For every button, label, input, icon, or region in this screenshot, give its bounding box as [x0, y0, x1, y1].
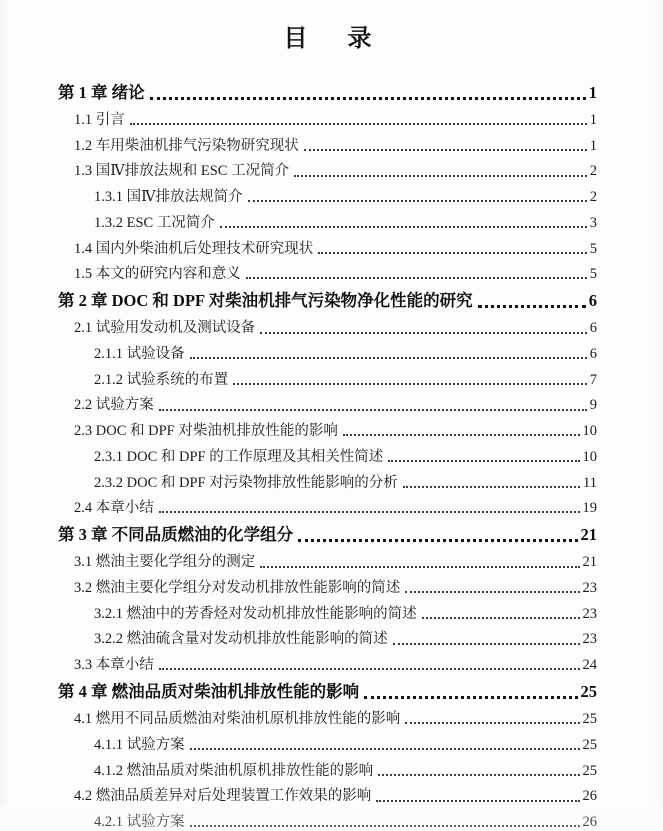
toc-entry-page: 24 [583, 656, 598, 674]
toc-entry-label: 3.1 燃油主要化学组分的测定 [74, 553, 255, 571]
toc-entry-page: 7 [590, 371, 597, 389]
toc-entry [58, 232, 597, 258]
toc-entry-page: 6 [590, 345, 597, 363]
toc-chapter-entry [58, 75, 597, 104]
dot-leader [159, 511, 580, 513]
dot-leader [388, 460, 579, 462]
toc-entry [58, 312, 597, 338]
toc-entry-page: 1 [589, 83, 597, 104]
toc-entry-label: 第 4 章 燃油品质对柴油机排放性能的影响 [58, 682, 359, 703]
toc-entry-label: 3.2.1 燃油中的芳香烃对发动机排放性能影响的简述 [94, 605, 417, 623]
dot-leader [343, 434, 580, 436]
toc-entry-label: 4.1 燃用不同品质燃油对柴油机原机排放性能的影响 [74, 710, 400, 728]
toc-entry-page: 25 [583, 710, 598, 728]
toc-entry-label: 1.3.2 ESC 工况简介 [94, 214, 215, 232]
dot-leader [378, 774, 579, 776]
toc-entry-label: 2.1.1 试验设备 [94, 345, 185, 363]
toc-entry-label: 3.2.2 燃油硫含量对发动机排放性能影响的简述 [94, 630, 388, 648]
toc-entry [58, 181, 597, 207]
toc-chapter-entry [58, 517, 597, 546]
dot-leader [150, 97, 586, 100]
dot-leader [130, 123, 587, 125]
toc-entry-label: 4.2.1 试验方案 [94, 813, 185, 831]
toc-entry-label: 1.2 车用柴油机排气污染物研究现状 [74, 137, 299, 155]
toc-entry [58, 206, 597, 232]
toc-entry-page: 2 [590, 162, 597, 180]
toc-entry [58, 415, 597, 441]
dot-leader [403, 486, 580, 488]
toc-entry-label: 3.2 燃油主要化学组分对发动机排放性能影响的简述 [74, 579, 400, 597]
toc-entry [58, 389, 597, 415]
toc-entry-page: 6 [590, 319, 597, 337]
toc-entry-label: 第 1 章 绪论 [58, 83, 145, 104]
toc-entry-page: 6 [589, 291, 597, 312]
dot-leader [260, 332, 587, 334]
toc-entry-label: 1.3 国Ⅳ排放法规和 ESC 工况简介 [74, 162, 289, 180]
toc-entry-label: 2.2 试验方案 [74, 396, 154, 414]
dot-leader [405, 722, 579, 724]
toc-entry-label: 3.3 本章小结 [74, 656, 154, 674]
toc-entry-label: 2.1 试验用发动机及测试设备 [74, 319, 255, 337]
toc-entry [58, 806, 597, 831]
dot-leader [220, 226, 587, 228]
toc-entry-page: 23 [583, 605, 598, 623]
toc-entry-page: 19 [583, 499, 598, 517]
toc-entry-page: 25 [581, 682, 598, 703]
toc-entry-page: 3 [590, 214, 597, 232]
toc-entry [58, 155, 597, 181]
dot-leader [298, 539, 577, 542]
dot-leader [190, 357, 587, 359]
toc-entry-page: 25 [583, 762, 598, 780]
toc-entry-page: 23 [583, 630, 598, 648]
toc-entry [58, 703, 597, 729]
toc-entry-page: 26 [583, 813, 598, 831]
toc-entry [58, 104, 597, 130]
dot-leader [304, 149, 587, 151]
toc-list [58, 75, 597, 831]
dot-leader [294, 175, 587, 177]
toc-entry-page: 5 [590, 240, 597, 258]
dot-leader [478, 305, 586, 308]
toc-entry [58, 754, 597, 780]
dot-leader [422, 617, 580, 619]
toc-entry [58, 129, 597, 155]
dot-leader [190, 825, 580, 827]
toc-entry [58, 492, 597, 518]
toc-entry-page: 21 [583, 553, 598, 571]
toc-entry-page: 21 [581, 525, 598, 546]
toc-entry-page: 25 [583, 736, 598, 754]
dot-leader [248, 200, 587, 202]
toc-entry [58, 338, 597, 364]
toc-entry [58, 258, 597, 284]
toc-chapter-entry [58, 674, 597, 703]
toc-entry-page: 1 [590, 111, 597, 129]
toc-entry-label: 1.1 引言 [74, 111, 125, 129]
dot-leader [405, 591, 579, 593]
dot-leader [260, 566, 579, 568]
toc-entry-label: 2.1.2 试验系统的布置 [94, 371, 228, 389]
toc-entry-label: 2.3.1 DOC 和 DPF 的工作原理及其相关性简述 [94, 448, 383, 466]
toc-entry-label: 4.1.2 燃油品质对柴油机原机排放性能的影响 [94, 762, 373, 780]
dot-leader [159, 668, 580, 670]
toc-chapter-entry [58, 283, 597, 312]
toc-entry-label: 4.2 燃油品质差异对后处理装置工作效果的影响 [74, 787, 371, 805]
toc-entry [58, 780, 597, 806]
toc-entry-page: 11 [583, 474, 597, 492]
toc-entry [58, 440, 597, 466]
toc-entry-label: 第 2 章 DOC 和 DPF 对柴油机排气污染物净化性能的研究 [58, 291, 473, 312]
toc-entry-label: 第 3 章 不同品质燃油的化学组分 [58, 525, 293, 546]
dot-leader [233, 383, 587, 385]
toc-entry [58, 649, 597, 675]
toc-entry [58, 546, 597, 572]
dot-leader [190, 748, 580, 750]
toc-entry [58, 728, 597, 754]
toc-entry-page: 10 [583, 422, 598, 440]
toc-entry-page: 10 [583, 448, 598, 466]
dot-leader [159, 409, 587, 411]
dot-leader [376, 800, 579, 802]
toc-entry-label: 1.3.1 国Ⅳ排放法规简介 [94, 188, 243, 206]
dot-leader [393, 643, 580, 645]
toc-entry-label: 2.4 本章小结 [74, 499, 154, 517]
toc-entry-label: 2.3.2 DOC 和 DPF 对污染物排放性能影响的分析 [94, 474, 398, 492]
toc-entry [58, 597, 597, 623]
toc-entry-label: 2.3 DOC 和 DPF 对柴油机排放性能的影响 [74, 422, 338, 440]
toc-entry-page: 9 [590, 396, 597, 414]
toc-entry-label: 1.4 国内外柴油机后处理技术研究现状 [74, 240, 313, 258]
dot-leader [318, 252, 587, 254]
toc-entry-label: 4.1.1 试验方案 [94, 736, 185, 754]
toc-entry-page: 23 [583, 579, 598, 597]
toc-entry-label: 1.5 本文的研究内容和意义 [74, 265, 241, 283]
toc-entry-page: 26 [583, 787, 598, 805]
toc-entry [58, 466, 597, 492]
toc-entry-page: 1 [590, 137, 597, 155]
toc-entry [58, 363, 597, 389]
toc-entry-page: 2 [590, 188, 597, 206]
toc-entry [58, 572, 597, 598]
page-title: 目 录 [66, 18, 597, 53]
dot-leader [364, 696, 577, 699]
dot-leader [246, 277, 587, 279]
toc-entry-page: 5 [590, 265, 597, 283]
toc-entry [58, 623, 597, 649]
